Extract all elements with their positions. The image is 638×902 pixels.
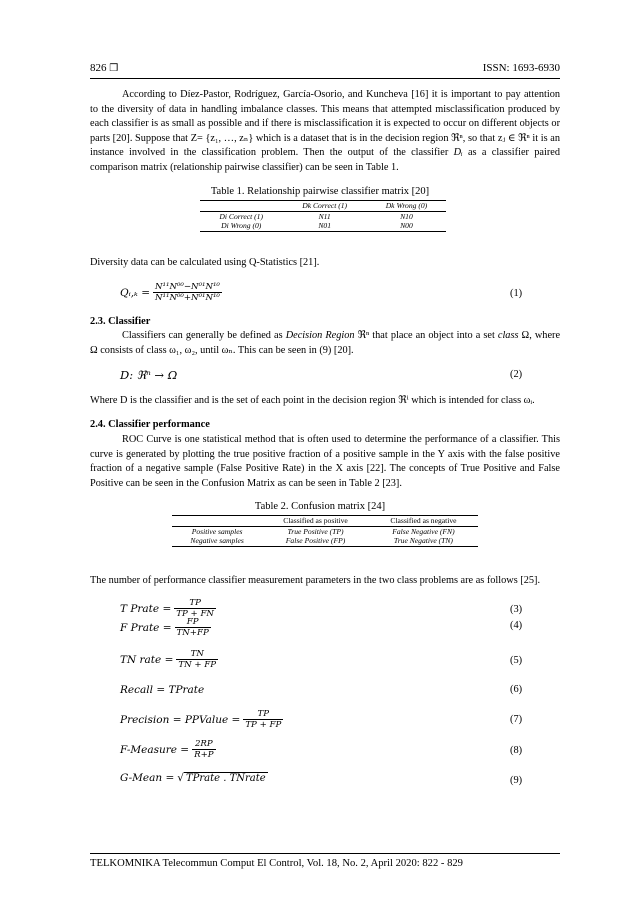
header-rule — [90, 78, 560, 79]
eq3-number: (3) — [510, 604, 523, 615]
footer-rule — [90, 853, 560, 854]
section-2-4-text: ROC Curve is one statistical method that is often used to determine the performance of a classifier. This curve is generated by plotting the true positive fraction of a positive sample in the Y axis with the false positive fraction of a negative sample (False Positive Rate) in the X axis [22]. The concepts of True Positive and False Positive can be seen in the Confusion Matrix as can be seen in Table 2 [23]. — [90, 434, 560, 489]
equation-1: Qᵢ,ₖ = $\frac{\text{N¹¹N⁰⁰−N⁰¹N¹⁰}}{\text{N¹¹N⁰⁰+N⁰¹N¹⁰}}$ — [120, 282, 220, 303]
eq9-number: (9) — [510, 775, 523, 786]
equation-5: TN rate = $\frac{TN}{TN + FP}$ — [120, 649, 217, 670]
table-row: Di Correct (1) N11 N10 — [219, 211, 413, 221]
section-2-4-heading: 2.4. Classifier performance — [90, 419, 210, 430]
square-icon: ❒ — [109, 63, 119, 74]
eq1-fraction: $\frac{\text{N¹¹N⁰⁰−N⁰¹N¹⁰}}{\text{N¹¹N⁰⁰+N⁰¹N¹⁰}}$ — [155, 282, 220, 303]
table-row: Positive samples True Positive (TP) False Negative (FN) — [191, 526, 455, 536]
section-2-3-heading: 2.3. Classifier — [90, 316, 151, 327]
equation-9: G-Mean = √ TPrate . TNrate — [120, 772, 266, 784]
diversity-text: Diversity data can be calculated using Q-Statistics [21]. — [90, 257, 320, 268]
page-header-left — [90, 62, 118, 74]
eq2-explanation: Where D is the classifier and is the set of each point in the decision region ℜⁱ which is intended for class ωᵢ. — [90, 395, 535, 406]
eq6-number: (6) — [510, 684, 523, 695]
table-row: Negative samples False Positive (FP) True Negative (TN) — [172, 536, 478, 546]
measure-text: The number of performance classifier measurement parameters in the two class problems are as follows [25]. — [90, 575, 541, 586]
eq5-number: (5) — [510, 655, 523, 666]
classifier-di: Dᵢ — [453, 147, 463, 159]
equation-8: F-Measure = $\frac{2RP}{R+P}$ — [120, 739, 214, 760]
table2-header-row: Classified as positive Classified as negative — [172, 516, 478, 526]
equation-6: Recall = TPrate — [120, 684, 205, 696]
eq2-number: (2) — [510, 369, 523, 380]
table-row: Di Wrong (0) N01 N00 — [200, 221, 446, 231]
equation-3: T Prate = $\frac{TP}{TP + FN}$ — [120, 598, 214, 619]
eq4-number: (4) — [510, 620, 523, 631]
footer: TELKOMNIKA Telecommun Comput El Control, Vol. 18, No. 2, April 2020: 822 - 829 — [90, 858, 463, 869]
eq8-number: (8) — [510, 745, 523, 756]
table2 — [172, 516, 478, 547]
table1-header-row: Dk Correct (1) Dk Wrong (0) — [200, 201, 446, 211]
equation-2: D: ℜⁿ → Ω — [120, 368, 178, 382]
intro-paragraph: According to Díez-Pastor, Rodríguez, García-Osorio, and Kuncheva [16] it is important to pay attention to the diversity of data in handling imbalance classes. This means that attempted misclassification produced by each classifier is as small as possible and if there is misclassification it is expected to occur on different objects or parts [20]. Suppose that Z= {z₁, …, zₙ} which is a dataset that is in the decision region ℜⁿ, so that zⱼ ∈ ℜⁿ it is an instance involved in the classification problem. Then the output of the classifier Dᵢ as a classifier paired comparison matrix (relationship pairwise classifier) can be seen in Table 1. — [90, 89, 560, 173]
page-number: 826 — [90, 62, 107, 74]
table1-caption: Table 1. Relationship pairwise classifier matrix [20] — [210, 186, 430, 197]
eq1-number: (1) — [510, 288, 523, 299]
table1 — [200, 201, 446, 232]
section-2-3-text: Classifiers can generally be defined as Decision Region ℜⁿ that place an object into a set class Ω, where Ω consists of class ω₁, ω₂, until ωₙ. This can be seen in (9) [20]. — [90, 330, 561, 356]
sqrt-icon: √ — [177, 772, 184, 784]
eq7-number: (7) — [510, 714, 523, 725]
equation-4: F Prate = $\frac{FP}{TN+FP}$ — [120, 617, 209, 638]
issn: ISSN: 1693-6930 — [482, 62, 560, 74]
equation-7: Precision = PPValue = $\frac{TP}{TP + FP}$ — [120, 709, 282, 730]
table2-caption: Table 2. Confusion matrix [24] — [254, 501, 386, 512]
